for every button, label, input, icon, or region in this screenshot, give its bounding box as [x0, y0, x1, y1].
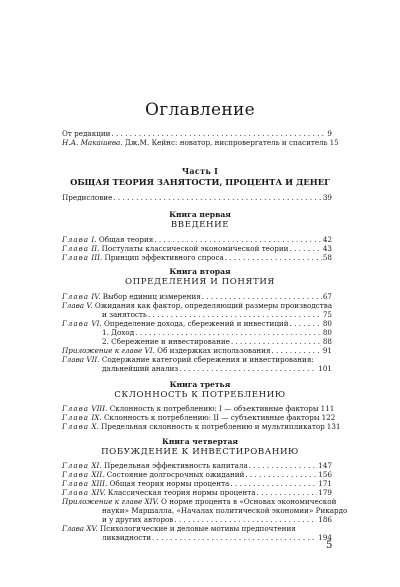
- leader-dots: [230, 479, 317, 488]
- book-title: ОПРЕДЕЛЕНИЯ И ПОНЯТИЯ: [125, 277, 275, 287]
- toc-entry-chapter[interactable]: [62, 413, 336, 422]
- chapter-num: III.: [91, 253, 103, 262]
- entry-page: 156: [318, 470, 332, 479]
- entry-page: 75: [322, 310, 332, 319]
- leader-dots: [231, 337, 322, 346]
- toc-entry-chapter-line1[interactable]: [62, 301, 332, 310]
- chapter-kind: Глава: [62, 244, 90, 253]
- chapter-num: XIV.: [144, 497, 159, 506]
- chapter-kind: Глава: [62, 413, 90, 422]
- entry-label: Содержание категорий сбережения и инвестирования:: [101, 355, 314, 364]
- page-number: 5: [326, 540, 333, 551]
- leader-dots: [148, 310, 322, 319]
- entry-label: Психологические и деловые мотивы предпочтения: [100, 524, 296, 533]
- author-name: Н.А. Макашева.: [62, 138, 123, 147]
- chapter-kind: Глава: [62, 479, 90, 488]
- leader-dots: [154, 235, 322, 244]
- entry-label: Определение дохода, сбережений и инвестиций: [104, 319, 289, 328]
- page-title: Оглавление: [145, 100, 255, 120]
- entry-page: 186: [318, 515, 332, 524]
- book-title: СКЛОННОСТЬ К ПОТРЕБЛЕНИЮ: [114, 390, 286, 400]
- entry-page: 67: [322, 292, 332, 301]
- chapter-kind: Глава: [62, 355, 85, 364]
- entry-page: 91: [322, 346, 332, 355]
- chapter-num: XV.: [86, 524, 98, 533]
- entry-page: 131: [326, 422, 341, 431]
- chapter-kind: Глава: [62, 253, 90, 262]
- book-label: Книга третья: [169, 380, 231, 389]
- entry-page: 179: [318, 488, 332, 497]
- chapter-num: I.: [91, 235, 97, 244]
- toc-entry-chapter[interactable]: [62, 470, 332, 479]
- chapter-kind: Глава: [62, 235, 90, 244]
- leader-dots: [202, 292, 322, 301]
- toc-entry-chapter[interactable]: [62, 479, 332, 488]
- toc-entry-chapter-cont[interactable]: [102, 310, 332, 319]
- entry-page: 80: [322, 328, 332, 337]
- entry-label: Об издержках использования: [157, 346, 271, 355]
- entry-label-cont: дальнейший анализ: [102, 364, 179, 373]
- chapter-kind: Глава: [62, 524, 85, 533]
- entry-label: Принцип эффективного спроса: [104, 253, 224, 262]
- part-label: Часть I: [181, 166, 219, 176]
- toc-entry-chapter-line1[interactable]: [62, 524, 332, 533]
- chapter-num: XI.: [91, 461, 102, 470]
- chapter-kind: Глава: [62, 422, 90, 431]
- entry-page: 171: [318, 479, 332, 488]
- entry-label-cont: науки» Маршалла, «Началах политической экономии» Рикардо: [102, 506, 348, 515]
- toc-entry-section[interactable]: [102, 337, 332, 346]
- leader-dots: [289, 244, 321, 253]
- entry-label: Постулаты классической экономической теории: [101, 244, 289, 253]
- book-label: Книга вторая: [169, 267, 231, 276]
- entry-label: Выбор единиц измерения: [102, 292, 201, 301]
- chapter-num: VIII.: [91, 404, 108, 413]
- book-label: Книга четвертая: [161, 437, 239, 446]
- toc-entry-chapter[interactable]: [62, 235, 332, 244]
- chapter-num: II.: [91, 244, 100, 253]
- leader-dots: [245, 470, 317, 479]
- leader-dots: [257, 488, 318, 497]
- chapter-num: XIV.: [91, 488, 106, 497]
- toc-entry-chapter-cont[interactable]: [102, 364, 332, 373]
- toc-entry-chapter[interactable]: [62, 253, 332, 262]
- chapter-kind: Приложение к главе: [62, 497, 143, 506]
- entry-page: 42: [322, 235, 332, 244]
- entry-page: 9: [327, 129, 332, 138]
- toc-entry-chapter[interactable]: [62, 244, 332, 253]
- entry-page: 101: [318, 364, 332, 373]
- entry-label: Склонность к потреблению: II — субъективные факторы: [103, 413, 320, 422]
- entry-label: Склонность к потреблению: I — объективные факторы: [109, 404, 319, 413]
- entry-label: Ожидания как фактор, определяющий размеры производства: [94, 301, 333, 310]
- toc-entry-chapter-line1[interactable]: [62, 355, 332, 364]
- chapter-kind: Глава: [62, 488, 90, 497]
- entry-page: 194: [318, 533, 332, 542]
- chapter-kind: Приложение к главе: [62, 346, 143, 355]
- book-title: ПОБУЖДЕНИЕ К ИНВЕСТИРОВАНИЮ: [101, 447, 299, 457]
- chapter-num: IX.: [91, 413, 102, 422]
- chapter-kind: Глава: [62, 319, 90, 328]
- chapter-num: VI.: [91, 319, 102, 328]
- chapter-kind: Глава: [62, 301, 85, 310]
- leader-dots: [152, 533, 317, 542]
- entry-label: О норме процента в «Основах экономической: [161, 497, 337, 506]
- toc-entry-appendix-line2[interactable]: [102, 506, 348, 515]
- chapter-num: VII.: [86, 355, 100, 364]
- entry-page: 39: [322, 193, 332, 202]
- toc-entry-editorial[interactable]: [62, 129, 332, 138]
- toc-entry-chapter[interactable]: [62, 319, 332, 328]
- entry-label-cont: и занятость: [102, 310, 147, 319]
- chapter-kind: Глава: [62, 470, 90, 479]
- book-title: ВВЕДЕНИЕ: [170, 220, 230, 230]
- chapter-num: IV.: [91, 292, 101, 301]
- entry-label: Классическая теория нормы процента: [107, 488, 256, 497]
- entry-label: Общая теория нормы процента: [109, 479, 230, 488]
- toc-entry-chapter[interactable]: [62, 292, 332, 301]
- entry-label-cont: и у других авторов: [102, 515, 174, 524]
- chapter-num: XII.: [91, 470, 105, 479]
- chapter-num: V.: [86, 301, 93, 310]
- toc-entry-chapter[interactable]: [62, 404, 335, 413]
- chapter-kind: Глава: [62, 404, 90, 413]
- entry-page: 43: [322, 244, 332, 253]
- entry-page: 15: [329, 138, 339, 147]
- entry-label: Предисловие: [62, 193, 113, 202]
- entry-page: 147: [318, 461, 332, 470]
- entry-label: Предельная склонность к потреблению и мультипликатор: [101, 422, 325, 431]
- toc-entry-appendix-line1[interactable]: [62, 497, 337, 506]
- entry-page: 88: [322, 337, 332, 346]
- entry-label: Предельная эффективность капитала: [103, 461, 248, 470]
- entry-label: От редакции: [62, 129, 111, 138]
- leader-dots: [113, 193, 321, 202]
- toc-entry-chapter-cont[interactable]: [102, 533, 332, 542]
- chapter-num: X.: [91, 422, 99, 431]
- leader-dots: [290, 319, 322, 328]
- toc-entry-chapter[interactable]: [62, 422, 341, 431]
- chapter-kind: Глава: [62, 292, 90, 301]
- entry-page: 122: [321, 413, 336, 422]
- chapter-num: VI.: [144, 346, 155, 355]
- entry-page: 80: [322, 319, 332, 328]
- entry-label: Общая теория: [98, 235, 154, 244]
- toc-entry-appendix-cont[interactable]: [102, 515, 332, 524]
- toc-entry-chapter[interactable]: [62, 488, 332, 497]
- entry-label: 2. Сбережение и инвестирование: [102, 337, 230, 346]
- part-title: ОБЩАЯ ТЕОРИЯ ЗАНЯТОСТИ, ПРОЦЕНТА И ДЕНЕГ: [70, 177, 330, 187]
- leader-dots: [135, 328, 322, 337]
- book-label: Книга первая: [169, 210, 231, 219]
- chapter-kind: Глава: [62, 461, 90, 470]
- chapter-num: XIII.: [91, 479, 108, 488]
- leader-dots: [249, 461, 318, 470]
- leader-dots: [111, 129, 326, 138]
- leader-dots: [174, 515, 317, 524]
- toc-entry-makasheva[interactable]: [62, 138, 339, 147]
- toc-entry-section[interactable]: [102, 328, 332, 337]
- leader-dots: [225, 253, 322, 262]
- entry-label: Дж.М. Кейнс: новатор, ниспровергатель и спаситель: [122, 138, 328, 147]
- entry-page: 111: [320, 404, 335, 413]
- toc-entry-appendix[interactable]: [62, 346, 332, 355]
- entry-label: Состояние долгосрочных ожиданий: [106, 470, 245, 479]
- toc-entry-preface[interactable]: [62, 193, 332, 202]
- entry-label-cont: ликвидности: [102, 533, 152, 542]
- entry-label: 1. Доход: [102, 328, 135, 337]
- toc-entry-chapter[interactable]: [62, 461, 332, 470]
- entry-page: 58: [322, 253, 332, 262]
- leader-dots: [179, 364, 317, 373]
- leader-dots: [272, 346, 322, 355]
